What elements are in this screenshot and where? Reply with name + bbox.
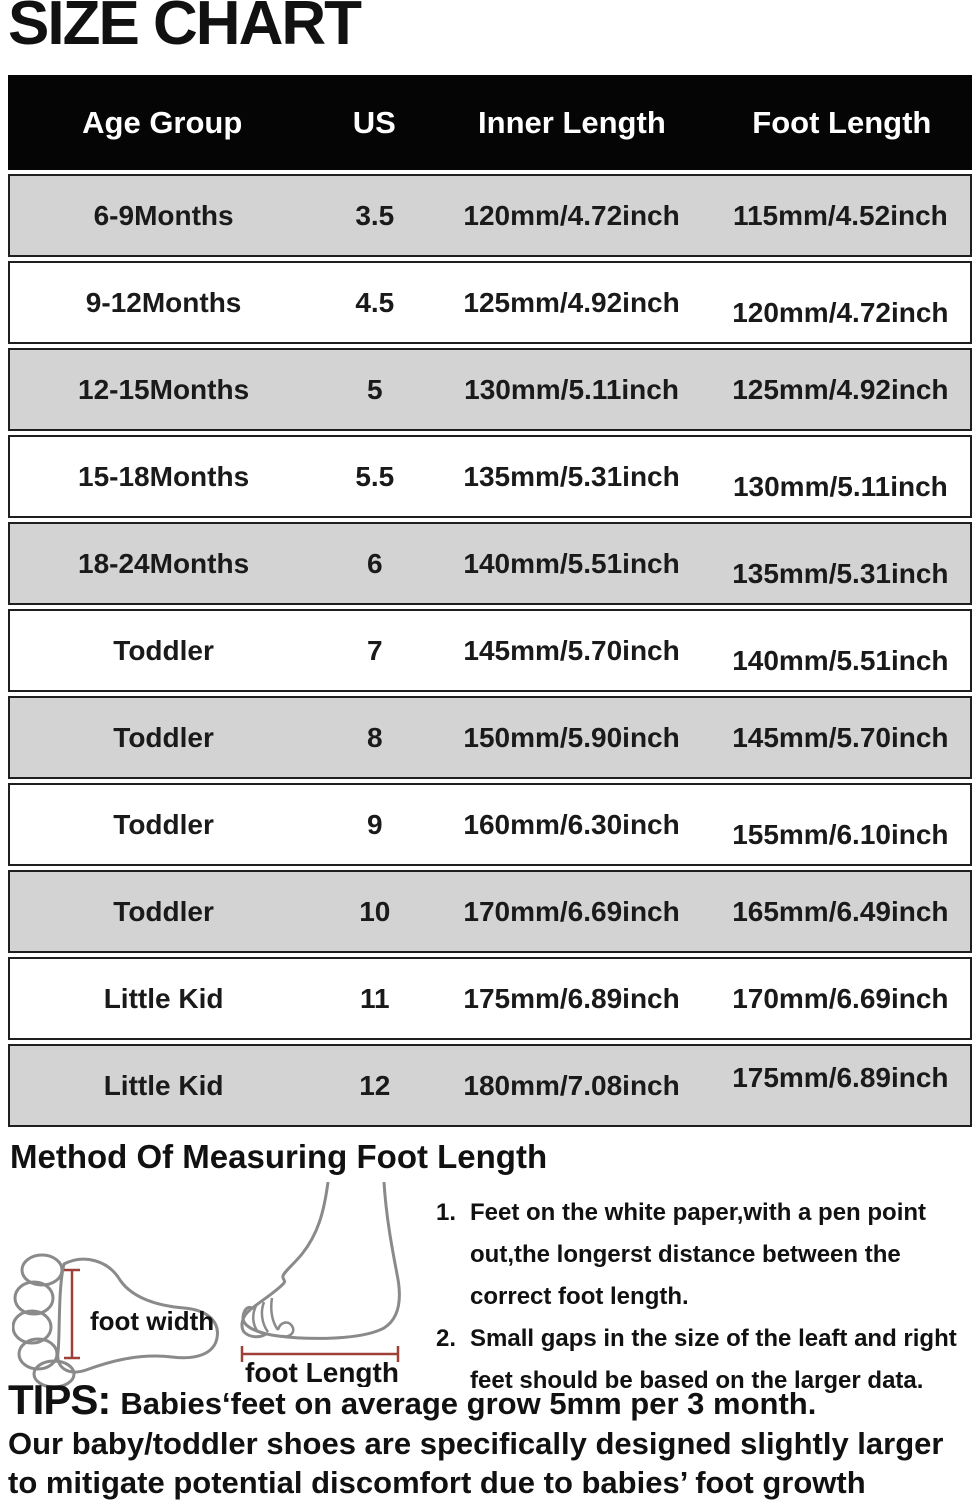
table-row bbox=[8, 261, 972, 344]
us-size-cell: 8 bbox=[366, 721, 383, 753]
table-row bbox=[8, 870, 972, 953]
inner-length-cell: 140mm/5.51inch bbox=[463, 547, 680, 579]
inner-length-cell: 180mm/7.08inch bbox=[463, 1069, 680, 1101]
foot-length-cell: 135mm/5.31inch bbox=[732, 557, 949, 589]
table-row bbox=[8, 783, 972, 866]
age-group-cell: Toddler bbox=[113, 634, 214, 666]
age-group-cell: Toddler bbox=[113, 721, 214, 753]
us-size-cell: 5 bbox=[366, 373, 383, 405]
inner-length-cell: 130mm/5.11inch bbox=[464, 373, 679, 405]
age-group-cell: Little Kid bbox=[103, 982, 224, 1014]
inner-length-cell: 150mm/5.90inch bbox=[463, 721, 680, 753]
us-size-cell: 3.5 bbox=[355, 199, 395, 231]
foot-length-cell: 175mm/6.89inch bbox=[732, 1061, 949, 1093]
measuring-step-1 bbox=[436, 1192, 980, 1318]
age-group-cell: Toddler bbox=[113, 808, 214, 840]
foot-length-cell: 130mm/5.11inch bbox=[732, 470, 948, 502]
foot-length-cell: 120mm/4.72inch bbox=[732, 296, 949, 328]
foot-width-diagram-icon bbox=[12, 1248, 227, 1388]
step-number: 2. bbox=[436, 1325, 457, 1352]
step-number: 1. bbox=[436, 1199, 457, 1226]
size-chart-table bbox=[8, 75, 972, 1127]
tips-section bbox=[8, 1376, 976, 1502]
table-row bbox=[8, 174, 972, 257]
foot-length-cell: 115mm/4.52inch bbox=[732, 199, 948, 231]
us-size-cell: 6 bbox=[366, 547, 383, 579]
us-size-cell: 9 bbox=[366, 808, 383, 840]
table-row bbox=[8, 435, 972, 518]
age-group-cell: Little Kid bbox=[103, 1069, 224, 1101]
age-group-cell: 9-12Months bbox=[85, 286, 242, 318]
foot-length-cell: 170mm/6.69inch bbox=[732, 982, 949, 1014]
inner-length-cell: 170mm/6.69inch bbox=[463, 895, 680, 927]
table-row bbox=[8, 1044, 972, 1127]
table-header-inner-length: Inner Length bbox=[478, 105, 666, 140]
step-text: Feet on the white paper,with a pen point out,the longerst distance between the correct foot length. bbox=[470, 1199, 927, 1310]
size-table-body bbox=[8, 174, 972, 1127]
table-row bbox=[8, 522, 972, 605]
table-row bbox=[8, 609, 972, 692]
foot-length-cell: 140mm/5.51inch bbox=[732, 644, 949, 676]
method-heading: Method Of Measuring Foot Length bbox=[10, 1138, 548, 1175]
tips-line-3: to mitigate potential discomfort due to babies’ foot growth bbox=[8, 1465, 866, 1500]
us-size-cell: 11 bbox=[359, 982, 390, 1014]
inner-length-cell: 175mm/6.89inch bbox=[463, 982, 680, 1014]
tips-line-2: Our baby/toddler shoes are specifically designed slightly larger bbox=[8, 1426, 944, 1461]
foot-length-cell: 165mm/6.49inch bbox=[732, 895, 949, 927]
tips-label: TIPS: bbox=[8, 1376, 111, 1423]
inner-length-cell: 125mm/4.92inch bbox=[463, 286, 680, 318]
age-group-cell: 18-24Months bbox=[78, 547, 250, 579]
age-group-cell: Toddler bbox=[113, 895, 214, 927]
inner-length-cell: 145mm/5.70inch bbox=[463, 634, 680, 666]
foot-length-label: foot Length bbox=[245, 1357, 399, 1387]
foot-length-cell: 145mm/5.70inch bbox=[732, 721, 949, 753]
inner-length-cell: 135mm/5.31inch bbox=[463, 460, 680, 492]
foot-width-label: foot width bbox=[90, 1306, 215, 1336]
measuring-steps bbox=[436, 1192, 980, 1402]
us-size-cell: 4.5 bbox=[355, 286, 395, 318]
table-header-us: US bbox=[352, 105, 396, 140]
foot-length-cell: 125mm/4.92inch bbox=[732, 373, 949, 405]
inner-length-cell: 160mm/6.30inch bbox=[463, 808, 680, 840]
table-row bbox=[8, 696, 972, 779]
us-size-cell: 5.5 bbox=[355, 460, 395, 492]
tips-line-1: Babies‘feet on average grow 5mm per 3 month. bbox=[120, 1386, 817, 1421]
age-group-cell: 12-15Months bbox=[78, 373, 250, 405]
us-size-cell: 12 bbox=[359, 1069, 391, 1101]
table-row bbox=[8, 957, 972, 1040]
age-group-cell: 15-18Months bbox=[78, 460, 250, 492]
us-size-cell: 10 bbox=[359, 895, 391, 927]
foot-length-cell: 155mm/6.10inch bbox=[732, 818, 949, 850]
inner-length-cell: 120mm/4.72inch bbox=[463, 199, 680, 231]
table-header-row bbox=[8, 75, 972, 170]
table-header-foot-length: Foot Length bbox=[752, 105, 932, 140]
us-size-cell: 7 bbox=[366, 634, 383, 666]
age-group-cell: 6-9Months bbox=[93, 199, 234, 231]
step-text: Small gaps in the size of the leaft and right feet should be based on the larger data. bbox=[470, 1325, 957, 1394]
table-row bbox=[8, 348, 972, 431]
foot-length-diagram-icon bbox=[226, 1182, 431, 1387]
page-title: SIZE CHART bbox=[8, 0, 360, 58]
table-header-age-group: Age Group bbox=[82, 105, 243, 140]
